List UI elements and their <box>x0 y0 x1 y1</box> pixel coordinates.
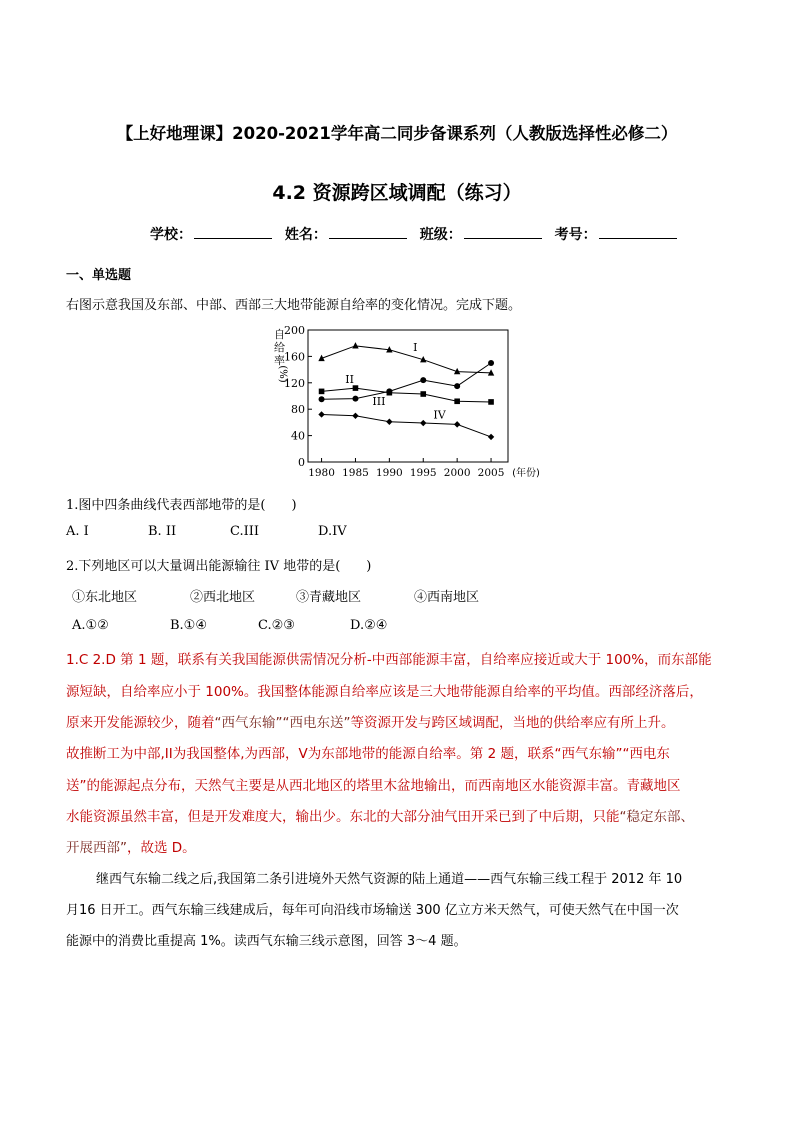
series-label-0: I <box>413 341 418 355</box>
y-axis-label-char-0: 自 <box>274 328 285 341</box>
question-2-items <box>72 586 479 605</box>
series-3-point-3 <box>420 420 426 426</box>
series-title: 【上好地理课】2020-2021学年高二同步备课系列（人教版选择性必修二） <box>116 124 678 143</box>
answer-line-6a: 水能资源虽然丰富，但是开发难度大，输出少。东北的大部分油气田开采已到了中后期，只能 <box>66 809 620 825</box>
y-tick-label-4: 160 <box>284 350 305 364</box>
class-blank <box>464 226 542 239</box>
series-3-point-4 <box>454 421 460 427</box>
answer-line-7b: ，故选 D。 <box>127 840 196 856</box>
school-blank <box>194 226 272 239</box>
answer-line-5: 送”的能源起点分布，天然气主要是从西北地区的塔里木盆地输出，而西南地区水能资源丰富。青藏地区 <box>66 778 681 794</box>
answer-line-7-quote: 开展西部” <box>66 840 127 856</box>
series-3-line <box>322 414 491 436</box>
question-1-option-b: B. II <box>148 524 177 539</box>
answer-line-1: 1.C 2.D 第 1 题，联系有关我国能源供需情况分析-中西部能源丰富，自给率应接近或大于 100%，而东部能 <box>66 652 712 668</box>
question-2-item-2: ②西北地区 <box>190 590 256 605</box>
question-2-options <box>72 618 387 633</box>
series-3-point-1 <box>352 413 358 419</box>
y-tick-label-3: 120 <box>284 376 305 390</box>
question-2-item-4: ④西南地区 <box>414 590 480 605</box>
series-2-point-4 <box>454 383 460 389</box>
exam-no-blank <box>599 226 677 239</box>
question-2-stem: 2.下列地区可以大量调出能源输往 IV 地带的是( ) <box>66 559 372 574</box>
question-2-option-c: C.②③ <box>258 618 295 633</box>
x-tick-label-0: 1980 <box>308 467 335 479</box>
passage-line-3: 能源中的消费比重提高 1%。读西气东输三线示意图，回答 3～4 题。 <box>66 934 467 949</box>
question-1-option-d: D.IV <box>318 524 347 539</box>
school-label: 学校： <box>150 227 192 243</box>
series-label-2: III <box>372 395 386 409</box>
series-1-line <box>322 388 491 402</box>
question-2-item-3: ③青藏地区 <box>296 590 362 605</box>
series-0-line <box>322 346 491 373</box>
series-2-point-5 <box>488 360 494 366</box>
y-axis-label-char-2: 率 <box>274 354 285 367</box>
question-1-options <box>66 524 466 539</box>
series-1-point-5 <box>488 399 494 405</box>
question-1-option-a: A. I <box>66 524 89 539</box>
series-3-point-5 <box>488 434 494 440</box>
class-label: 班级： <box>419 227 462 243</box>
x-tick-label-2: 1990 <box>375 467 403 479</box>
series-0-point-1 <box>352 342 358 348</box>
y-tick-label-2: 80 <box>291 403 305 417</box>
series-3-point-2 <box>386 419 392 425</box>
question-2-option-b: B.①④ <box>170 618 207 633</box>
lesson-title: 4.2 资源跨区域调配（练习） <box>272 182 522 204</box>
x-tick-label-4: 2000 <box>443 467 471 479</box>
answer-line-3 <box>66 711 732 731</box>
answer-line-3c: 等资源开发与跨区域调配，当地的供给率应有所上升。 <box>350 715 675 731</box>
x-tick-label-3: 1995 <box>409 467 437 479</box>
series-2-point-0 <box>319 396 325 402</box>
energy-self-sufficiency-chart <box>266 322 540 480</box>
question-1-option-c: C.III <box>230 524 260 539</box>
exam-no-label: 考号： <box>554 227 597 243</box>
series-2-point-3 <box>420 377 426 383</box>
answer-line-3a: 原来开发能源较少，随着 <box>66 715 215 731</box>
series-2-point-2 <box>386 388 392 394</box>
y-tick-label-5: 200 <box>284 324 305 337</box>
series-label-3: IV <box>433 408 446 422</box>
question-2-option-a: A.①② <box>72 618 109 633</box>
y-axis-unit: (%) <box>277 365 288 383</box>
series-1-point-0 <box>319 389 325 395</box>
y-tick-label-1: 40 <box>291 429 305 443</box>
series-1-point-3 <box>420 391 426 397</box>
section-intro: 右图示意我国及东部、中部、西部三大地带能源自给率的变化情况。完成下题。 <box>66 298 522 313</box>
series-2-point-1 <box>352 396 358 402</box>
name-label: 姓名： <box>284 227 327 243</box>
question-2-item-1: ①东北地区 <box>72 590 138 605</box>
series-1-point-4 <box>454 398 460 404</box>
section-title: 一、单选题 <box>66 268 132 283</box>
passage-line-1: 继西气东输二线之后,我国第二条引进境外天然气资源的陆上通道——西气东输三线工程于 2012 年 10 <box>96 872 683 887</box>
student-info-row <box>150 224 685 244</box>
series-1-point-1 <box>353 385 359 391</box>
answer-line-6 <box>66 805 732 825</box>
y-tick-label-0: 0 <box>298 456 305 469</box>
answer-line-3-quote: “西气东输”“西电东送” <box>214 715 351 731</box>
series-3-point-0 <box>318 411 324 417</box>
answer-line-4: 故推断工为中部,II为我国整体,为西部，V为东部地带的能源自给率。第 2 题，联系“西气东输”“西电东 <box>66 746 670 762</box>
name-blank <box>329 226 407 239</box>
answer-line-6-quote: “稳定东部、 <box>619 809 694 825</box>
passage-line-2: 月16 日开工。西气东输三线建成后，每年可向沿线市场输送 300 亿立方米天然气，可使天然气在中国一次 <box>66 903 679 918</box>
y-axis-label-char-1: 给 <box>274 341 285 354</box>
x-axis-label: (年份) <box>512 468 540 479</box>
answer-line-7 <box>66 836 732 856</box>
x-tick-label-5: 2005 <box>477 467 505 479</box>
answer-line-2: 源短缺，自给率应小于 100%。我国整体能源自给率应该是三大地带能源自给率的平均值。西部经济落后， <box>66 684 703 700</box>
question-1-stem: 1.图中四条曲线代表西部地带的是( ) <box>66 498 297 513</box>
series-label-1: II <box>345 372 354 386</box>
plot-frame <box>308 330 508 462</box>
question-2-option-d: D.②④ <box>350 618 388 633</box>
x-tick-label-1: 1985 <box>342 467 369 479</box>
